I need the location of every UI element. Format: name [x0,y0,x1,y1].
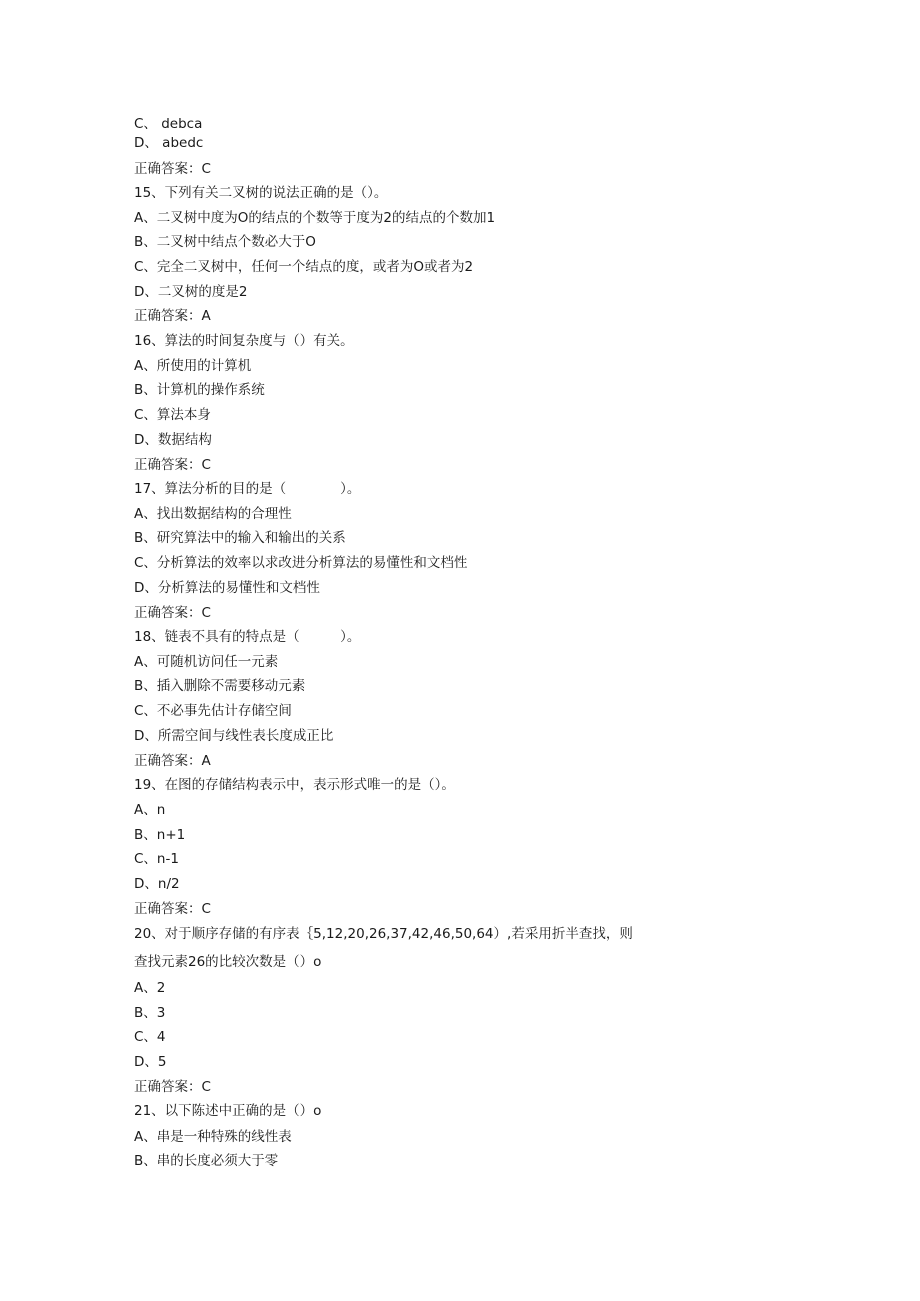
answer-line: 正确答案：C [134,901,211,917]
option-line: D、数据结构 [134,432,212,448]
option-line: B、3 [134,1005,166,1021]
option-line: C、完全二叉树中，任何一个结点的度，或者为O或者为2 [134,259,474,275]
option-line: B、n+1 [134,827,186,843]
option-line: C、4 [134,1029,166,1045]
option-line: D、二叉树的度是2 [134,284,248,300]
question-line: 18、链表不具有的特点是（ ）。 [134,629,361,645]
option-line: C、算法本身 [134,407,211,423]
question-line: 16、算法的时间复杂度与（）有关。 [134,333,354,349]
text-line: C、 debca [134,116,203,132]
option-line: A、找出数据结构的合理性 [134,506,292,522]
answer-line: 正确答案：C [134,1079,211,1095]
answer-line: 正确答案：C [134,161,211,177]
answer-line: 正确答案：A [134,753,211,769]
option-line: B、研究算法中的输入和输出的关系 [134,530,346,546]
option-line: D、5 [134,1054,167,1070]
option-line: A、2 [134,980,166,996]
option-line: C、n-1 [134,851,179,867]
question-line: 21、以下陈述中正确的是（）o [134,1103,322,1119]
question-line: 17、算法分析的目的是（ ）。 [134,481,361,497]
answer-line: 正确答案：A [134,308,211,324]
option-line: B、计算机的操作系统 [134,382,265,398]
question-line: 查找元素26的比较次数是（）o [134,954,322,970]
option-line: A、所使用的计算机 [134,358,252,374]
question-line: 15、下列有关二叉树的说法正确的是（）。 [134,185,388,201]
option-line: C、不必事先估计存储空间 [134,703,292,719]
answer-line: 正确答案：C [134,605,211,621]
option-line: C、分析算法的效率以求改进分析算法的易懂性和文档性 [134,555,468,571]
option-line: D、分析算法的易懂性和文档性 [134,580,320,596]
option-line: B、串的长度必须大于零 [134,1153,279,1169]
question-line: 20、对于顺序存储的有序表｛5,12,20,26,37,42,46,50,64）,若采用折半查找，则 [134,926,633,942]
option-line: B、二叉树中结点个数必大于O [134,234,316,250]
text-line: D、 abedc [134,135,204,151]
question-line: 19、在图的存储结构表示中，表示形式唯一的是（）。 [134,777,455,793]
option-line: A、二叉树中度为O的结点的个数等于度为2的结点的个数加1 [134,210,496,226]
option-line: D、n/2 [134,876,180,892]
option-line: A、可随机访问任一元素 [134,654,279,670]
option-line: D、所需空间与线性表长度成正比 [134,728,334,744]
option-line: A、串是一种特殊的线性表 [134,1129,292,1145]
option-line: B、插入删除不需要移动元素 [134,678,306,694]
answer-line: 正确答案：C [134,457,211,473]
option-line: A、n [134,802,166,818]
